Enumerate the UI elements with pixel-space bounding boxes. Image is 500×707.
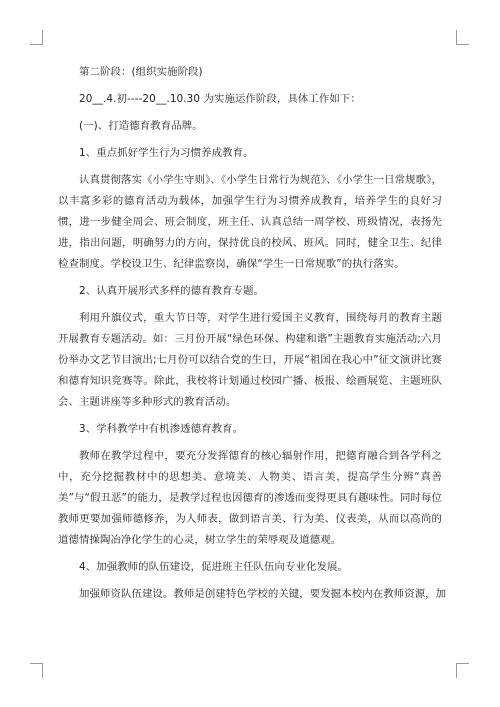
item-body-3: 教师在教学过程中，要充分发挥德育的核心辐射作用，把德育融合到各学科之中，充分挖掘教材中的思想美、意境美、人物美、语言美，提高学生分辨“真善美”与“假丑恶”的能力，是教学过程也因德育的渗透而变得更具有趣味性。同时每位教师更要加强师德修养，为人师表，做到语言美、行为美、仪表美，从而以高尚的道德情操陶冶净化学生的心灵，树立学生的荣辱观及道德观。: [58, 450, 442, 546]
item-heading-1: 1、重点抓好学生行为习惯养成教育。: [79, 147, 254, 159]
stage-period: 20__.4.初----20__.10.30 为实施运作阶段，具体工作如下：: [79, 93, 361, 105]
item-body-1: 认真贯彻落实《小学生守则》、《小学生日常行为规范》、《小学生一日常规歌》，以丰富多彩的德育活动为载体，加强学生行为习惯养成教育，培养学生的良好习惯，进一步健全周会、班会制度，班主任、认真总结一周学校、班级情况，表扬先进，指出问题，明确努力的方向，保持优良的校风、班风。同时，健全卫生、纪律检查制度。学校设卫生、纪律监察岗，确保“学生一日常规歌”的执行落实。: [58, 174, 442, 270]
document-body: [58, 62, 447, 611]
item-body-2: 利用升旗仪式，重大节日等，对学生进行爱国主义教育，围绕每月的教育主题开展教育专题活动。如：三月份开展“绿色环保、构建和谐”主题教育实施活动;六月份举办文艺节目演出;七月份可以结合党的生日，开展“祖国在我心中”征文演讲比赛和德育知识竞赛等。除此，我校将计划通过校园广播、板报、绘画展览、主题班队会、主题讲座等多种形式的教育活动。: [58, 312, 442, 408]
item-heading-3: 3、学科教学中有机渗透德育教育。: [79, 423, 244, 435]
item-body-4: 加强师资队伍建设。教师是创建特色学校的关键，要发掘本校内在教师资源，加: [79, 588, 447, 600]
section-heading: (一)、打造德育教育品牌。: [79, 120, 203, 132]
crop-mark-bottom-right: [456, 663, 469, 678]
item-heading-2: 2、认真开展形式多样的德育教育专题。: [79, 285, 265, 297]
crop-mark-top-right: [456, 30, 469, 45]
crop-mark-bottom-left: [30, 663, 43, 678]
crop-mark-top-left: [30, 30, 43, 45]
stage-heading: 第二阶段：(组织实施阶段): [79, 66, 203, 78]
item-heading-4: 4、加强教师的队伍建设，促进班主任队伍向专业化发展。: [79, 561, 348, 573]
